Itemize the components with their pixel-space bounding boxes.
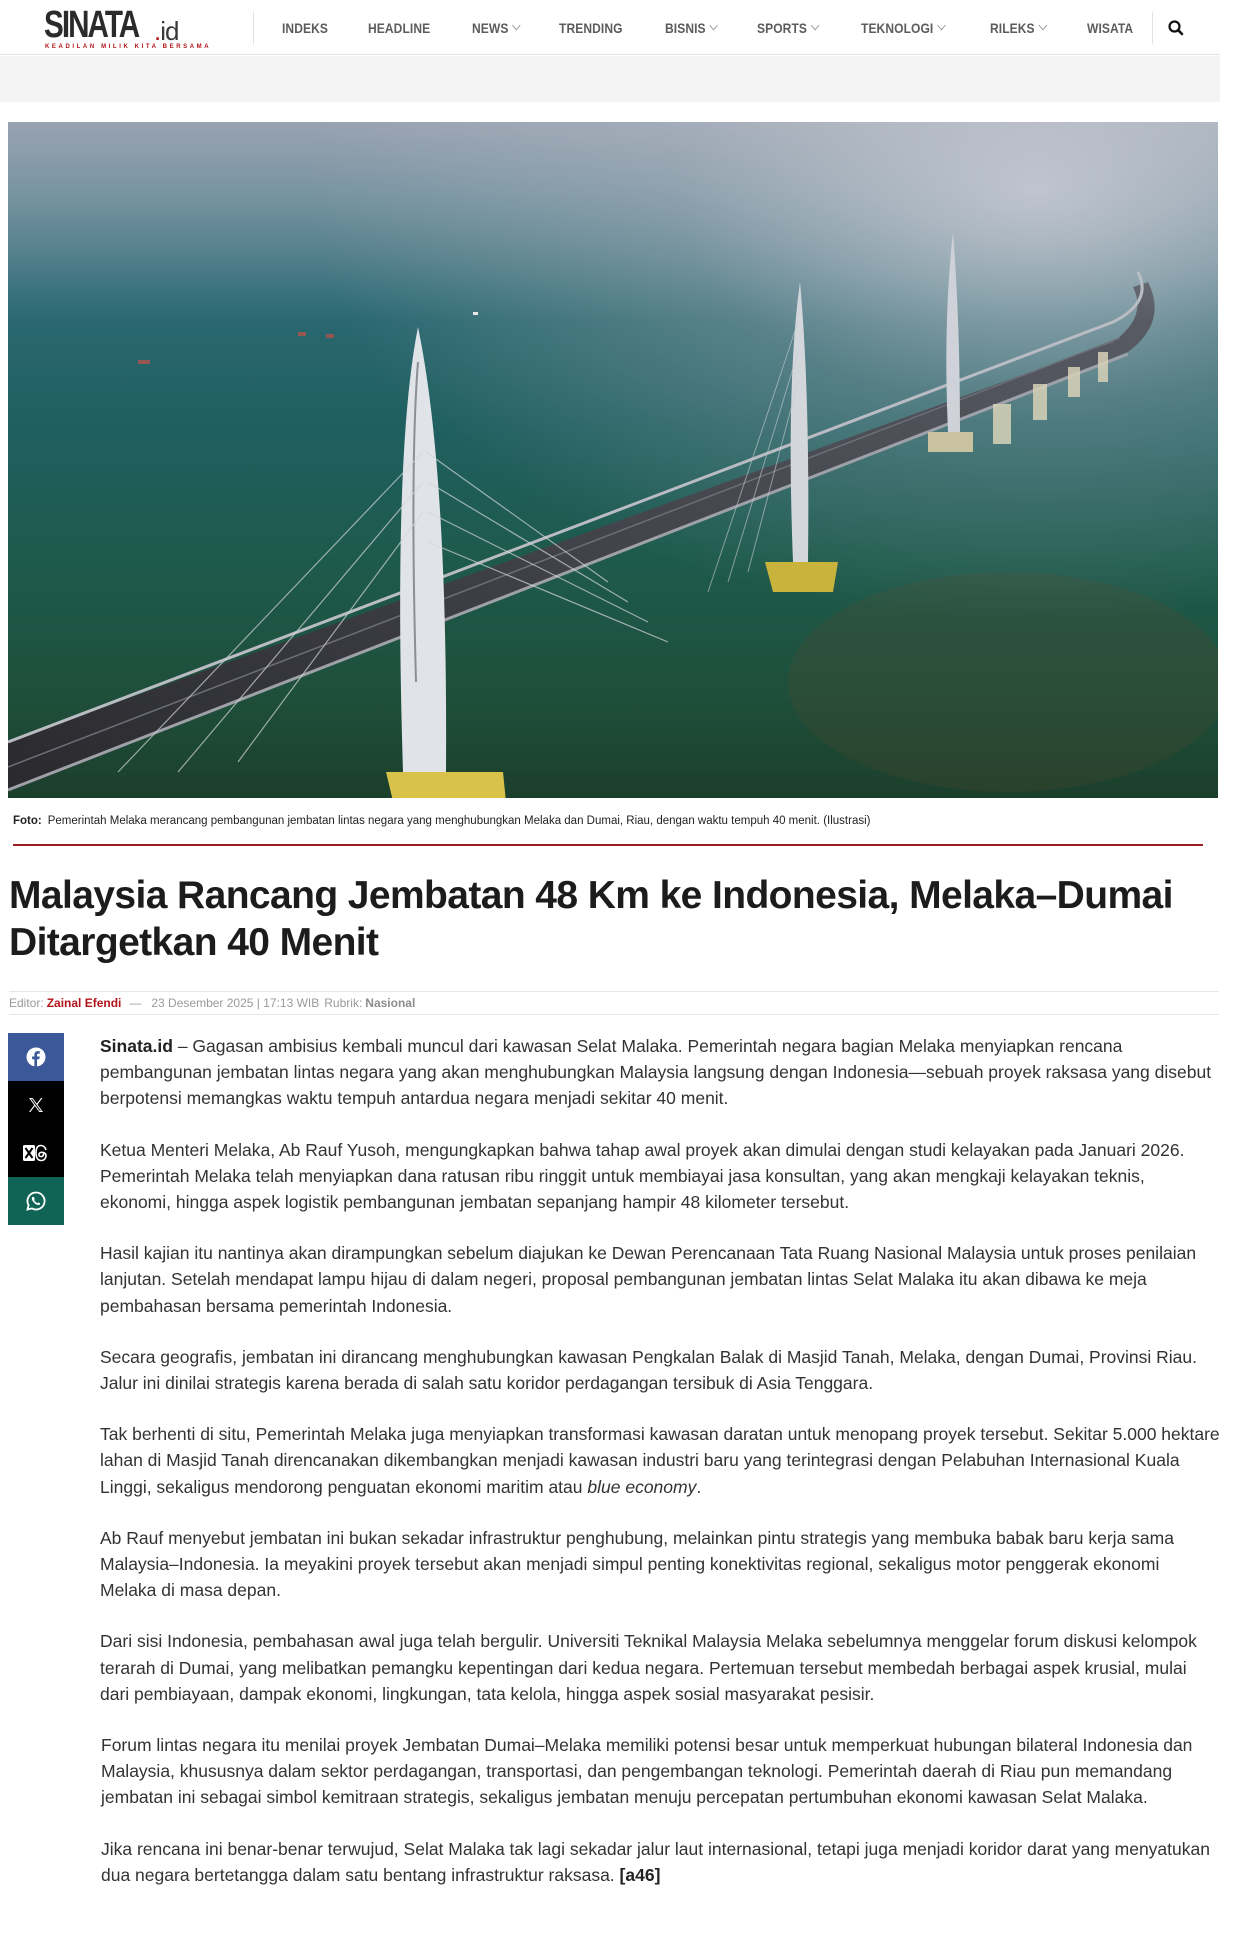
article-title: Malaysia Rancang Jembatan 48 Km ke Indonesia, Melaka–Dumai Ditargetkan 40 Menit — [9, 874, 1173, 964]
whatsapp-icon — [26, 1191, 46, 1211]
caption-divider — [13, 844, 1203, 846]
rubrik-link[interactable]: Nasional — [365, 996, 416, 1010]
nav-item-teknologi[interactable]: TEKNOLOGI — [861, 20, 945, 36]
logo-tagline: KEADILAN MILIK KITA BERSAMA — [45, 44, 212, 50]
logo-wordmark: SINATA — [44, 4, 139, 46]
bridge-illustration — [8, 122, 1218, 798]
article-paragraph: Ketua Menteri Melaka, Ab Rauf Yusoh, mengungkapkan bahwa tahap awal proyek akan dimulai dengan studi kelayakan pada Januari 2026. Pemerintah Melaka telah menyiapkan dana ratusan ribu ringgit untuk membiayai jasa konsultan, yang akan mengkaji kelayakan teknis, ekonomi, hingga aspek logistik pembangunan jembatan sepanjang hampir 48 kilometer tersebut. — [100, 1139, 1185, 1213]
share-x-button[interactable] — [8, 1081, 64, 1129]
hero-image — [8, 122, 1218, 798]
author-code: [a46] — [619, 1864, 661, 1885]
nav-divider — [1152, 12, 1153, 44]
nav-item-wisata[interactable]: WISATA — [1086, 19, 1133, 36]
logo-tld: .id — [154, 16, 179, 46]
editor-link[interactable]: Zainal Efendi — [46, 996, 122, 1010]
source-label: Sinata.id — [100, 1036, 173, 1056]
nav-item-rileks[interactable]: RILEKS — [990, 20, 1046, 36]
meta-separator: — — [129, 996, 142, 1010]
chevron-down-icon — [937, 21, 946, 31]
article-paragraph: Hasil kajian itu nantinya akan dirampungkan sebelum diajukan ke Dewan Perencanaan Tata Ruang Nasional Malaysia untuk proses penilaian lanjutan. Setelah mendapat lampu hijau di dalam negeri, proposal pembangunan jembatan lintas Selat Malaka itu akan dibawa ke meja pembahasan bersama pemerintah Indonesia. — [100, 1243, 1197, 1316]
chevron-down-icon — [811, 21, 820, 31]
share-whatsapp-button[interactable] — [8, 1177, 64, 1225]
chevron-down-icon — [710, 21, 719, 31]
share-facebook-button[interactable] — [8, 1033, 64, 1081]
article-paragraph: Dari sisi Indonesia, pembahasan awal juga telah bergulir. Universiti Teknikal Malaysia Melaka sebelumnya menggelar forum diskusi kelompok terarah di Dumai, yang melibatkan pemangku kepentingan dari kedua negara. Pertemuan tersebut membedah berbagai aspek krusial, mulai dari pembiayaan, dampak ekonomi, lingkungan, tata kelola, hingga aspek sosial masyarakat pesisir. — [100, 1631, 1197, 1704]
article-meta — [9, 991, 1219, 1015]
article-paragraph: Forum lintas negara itu menilai proyek Jembatan Dumai–Melaka memiliki potensi besar untuk memperkuat hubungan bilateral Indonesia dan Malaysia, khususnya dalam sektor perdagangan, transportasi, dan pengembangan teknologi. Pemerintah daerah di Riau pun memandang jembatan ini sebagai simbol kemitraan strategis, sekaligus jembatan menuju percepatan pertumbuhan ekonomi kawasan Selat Malaka. — [101, 1735, 1193, 1808]
italic-term: blue economy — [587, 1476, 697, 1497]
caption-label: Foto: — [13, 815, 42, 827]
share-bar — [8, 1033, 64, 1225]
caption-text: Pemerintah Melaka merancang pembangunan jembatan lintas negara yang menghubungkan Melaka dan Dumai, Riau, dengan waktu tempuh 40 menit. (Ilustrasi) — [47, 815, 871, 827]
article-paragraph: Jika rencana ini benar-benar terwujud, Selat Malaka tak lagi sekadar jalur laut internasional, tetapi juga menjadi koridor darat yang menyatukan dua negara bertetangga dalam satu bentang infrastruktur raksasa. [a46] — [101, 1838, 1210, 1885]
nav-item-news[interactable]: NEWS — [472, 20, 520, 36]
chevron-down-icon — [1038, 21, 1047, 31]
article-paragraph: Ab Rauf menyebut jembatan ini bukan sekadar infrastruktur penghubung, melainkan pintu strategis yang membuka babak baru kerja sama Malaysia–Indonesia. Ia meyakini proyek tersebut akan menjadi simpul penting konektivitas regional, sekaligus motor penggerak ekonomi Melaka di masa depan. — [100, 1527, 1174, 1601]
rubrik-label: Rubrik: — [324, 996, 363, 1010]
nav-item-indeks[interactable]: INDEKS — [282, 19, 329, 36]
nav-item-headline[interactable]: HEADLINE — [367, 19, 430, 36]
nav-item-trending[interactable]: TRENDING — [559, 19, 623, 36]
publish-date: 23 Desember 2025 | 17:13 WIB — [151, 996, 320, 1010]
nav-item-bisnis[interactable]: BISNIS — [665, 20, 717, 36]
site-header — [0, 0, 1220, 55]
x-icon — [28, 1097, 44, 1113]
article-body — [100, 1033, 1220, 1913]
site-logo[interactable] — [44, 4, 212, 50]
threads-icon — [22, 1143, 50, 1163]
nav-divider — [253, 12, 254, 44]
main-nav — [282, 0, 1172, 55]
search-icon — [1166, 18, 1186, 38]
nav-item-sports[interactable]: SPORTS — [757, 20, 818, 36]
article-paragraph: Sinata.id – Gagasan ambisius kembali muncul dari kawasan Selat Malaka. Pemerintah negara bagian Melaka menyiapkan rencana pembangunan jembatan lintas negara yang akan menghubungkan Malaysia langsung dengan Indonesia—sebuah proyek raksasa yang disebut berpotensi memangkas waktu tempuh antardua negara menjadi sekitar 40 menit. — [100, 1036, 1212, 1109]
ad-placeholder — [0, 56, 1220, 102]
article-paragraph: Tak berhenti di situ, Pemerintah Melaka juga menyiapkan transformasi kawasan daratan untuk menopang proyek tersebut. Sekitar 5.000 hektare lahan di Masjid Tanah direncanakan dikembangkan menjadi kawasan industri baru yang terintegrasi dengan Pelabuhan Internasional Kuala Linggi, sekaligus mendorong penguatan ekonomi maritim atau blue economy. — [100, 1424, 1220, 1497]
article-paragraph: Secara geografis, jembatan ini dirancang menghubungkan kawasan Pengkalan Balak di Masjid Tanah, Melaka, dengan Dumai, Provinsi Riau. Jalur ini dinilai strategis karena berada di salah satu koridor perdagangan tersibuk di Asia Tenggara. — [100, 1346, 1198, 1394]
search-button[interactable] — [1166, 18, 1186, 38]
share-threads-button[interactable] — [8, 1129, 64, 1177]
editor-label: Editor: — [9, 996, 44, 1010]
facebook-icon — [26, 1047, 46, 1067]
image-caption — [13, 815, 870, 827]
chevron-down-icon — [512, 21, 521, 31]
